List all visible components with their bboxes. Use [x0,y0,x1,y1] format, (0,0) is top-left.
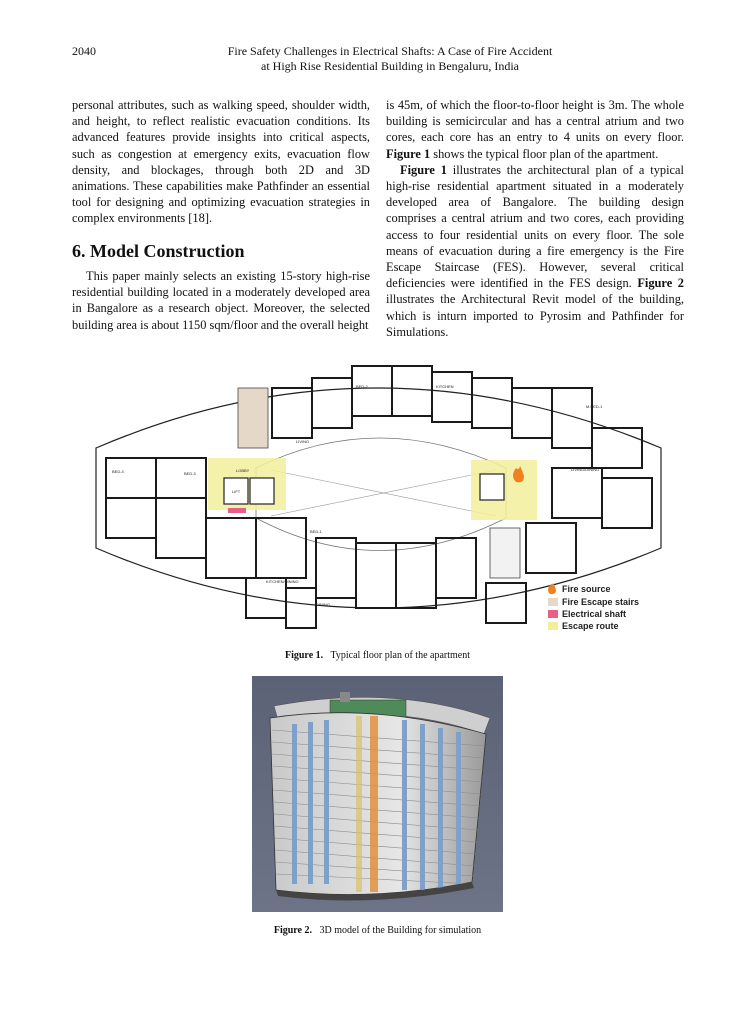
room-label: BED-4 [112,469,124,474]
legend-swatch-route [548,622,558,630]
right-paragraph-2 [386,162,684,340]
central-atrium [256,438,506,551]
right-p1-text: is 45m, of which the floor-to-floor height is 3m. The whole building is semicircular and has a central atrium and two cores, each core has an entry to 4 units on every floor. [386,98,684,145]
right-paragraph-1 [386,97,684,162]
room-label: M.BED-1 [586,404,603,409]
left-column [72,97,370,227]
running-header [180,44,600,74]
room-label: DINING [316,602,330,607]
figure-1-reference-2: Figure 1 [400,162,447,177]
legend-label-3: Escape route [562,621,619,631]
figure-1-caption-label: Figure 1. [284,650,324,661]
header-line-1: Fire Safety Challenges in Electrical Shafts: A Case of Fire Accident [227,44,553,58]
figure-1-legend [548,583,639,631]
right-column [386,97,684,340]
building-3d-render [252,676,503,912]
figure-2-caption-text: 3D model of the Building for simulation [319,925,482,936]
right-p1-tail: shows the typical floor plan of the apartment. [433,146,659,161]
right-p2-text: illustrates the architectural plan of a typical high-rise residential apartment situated in a moderately developed area of Bangalore. The building design comprises a central atrium and two cores, each providing access to four residential units on every floor. The sole means of evacuation during a fire emergency is the Fire Escape Staircase (FES). However, several critical deficiencies were identified in the FES design. [386,162,684,291]
legend-label-0: Fire source [562,584,611,594]
electrical-shaft [228,508,246,513]
lift-left-2 [250,478,274,504]
electrical-shaft-column [370,716,378,892]
lift-right-1 [480,474,504,500]
figure-2-3d-model [252,676,503,912]
legend-label-1: Fire Escape stairs [562,597,640,607]
figure-2-reference: Figure 2 [637,276,684,291]
section-heading: 6. Model Construction [72,241,245,261]
legend-swatch-stairs [548,598,558,606]
left-column-lower [72,268,370,333]
page-number: 2040 [72,44,96,58]
fire-escape-stairs [238,388,268,448]
left-paragraph-1: personal attributes, such as walking speed, shoulder width, and height, to reflect realistic evacuation conditions. Its advanced features provide insights into critical aspects, such as congestion at emergency exits, evacuation flow density, and blockages, through both 2D and 3D animations. These capabilities make Pathfinder an essential tool for designing and optimizing evacuation strategies in complex environments [18]. [72,98,370,226]
room-label: KITCHEN/DINING [266,579,299,584]
legend-label-2: Electrical shaft [562,609,627,619]
figure-1-caption-text: Typical floor plan of the apartment [330,650,470,661]
header-line-2: at High Rise Residential Building in Bengaluru, India [261,59,519,73]
room-label: LOBBY [236,468,250,473]
figure-1-reference: Figure 1 [386,146,431,161]
figure-2-caption [250,925,505,936]
floor-plan-drawing [86,348,670,644]
room-label: BED-3 [184,471,196,476]
left-paragraph-2: This paper mainly selects an existing 15-story high-rise residential building located in a moderately developed area in Bangalore as a research object. Moreover, the selected building area is about 1150 sqm/floor and the overall height [72,269,370,332]
room-label: KITCHEN [436,384,454,389]
figure-1-caption [200,650,555,661]
room-label: BED-2 [356,384,368,389]
room-label: LIVING [296,439,310,444]
room-label: BED-1 [310,529,322,534]
figure-2-caption-label: Figure 2. [273,925,312,936]
right-p2-tail: illustrates the Architectural Revit model of the building, which is inturn imported to Pyrosim and Pathfinder for Simulations. [386,292,684,339]
legend-swatch-shaft [548,610,558,618]
figure-1-floor-plan [86,348,670,644]
room-label: LIFT [232,489,241,494]
room-label: LIVING/DINING [571,467,600,472]
